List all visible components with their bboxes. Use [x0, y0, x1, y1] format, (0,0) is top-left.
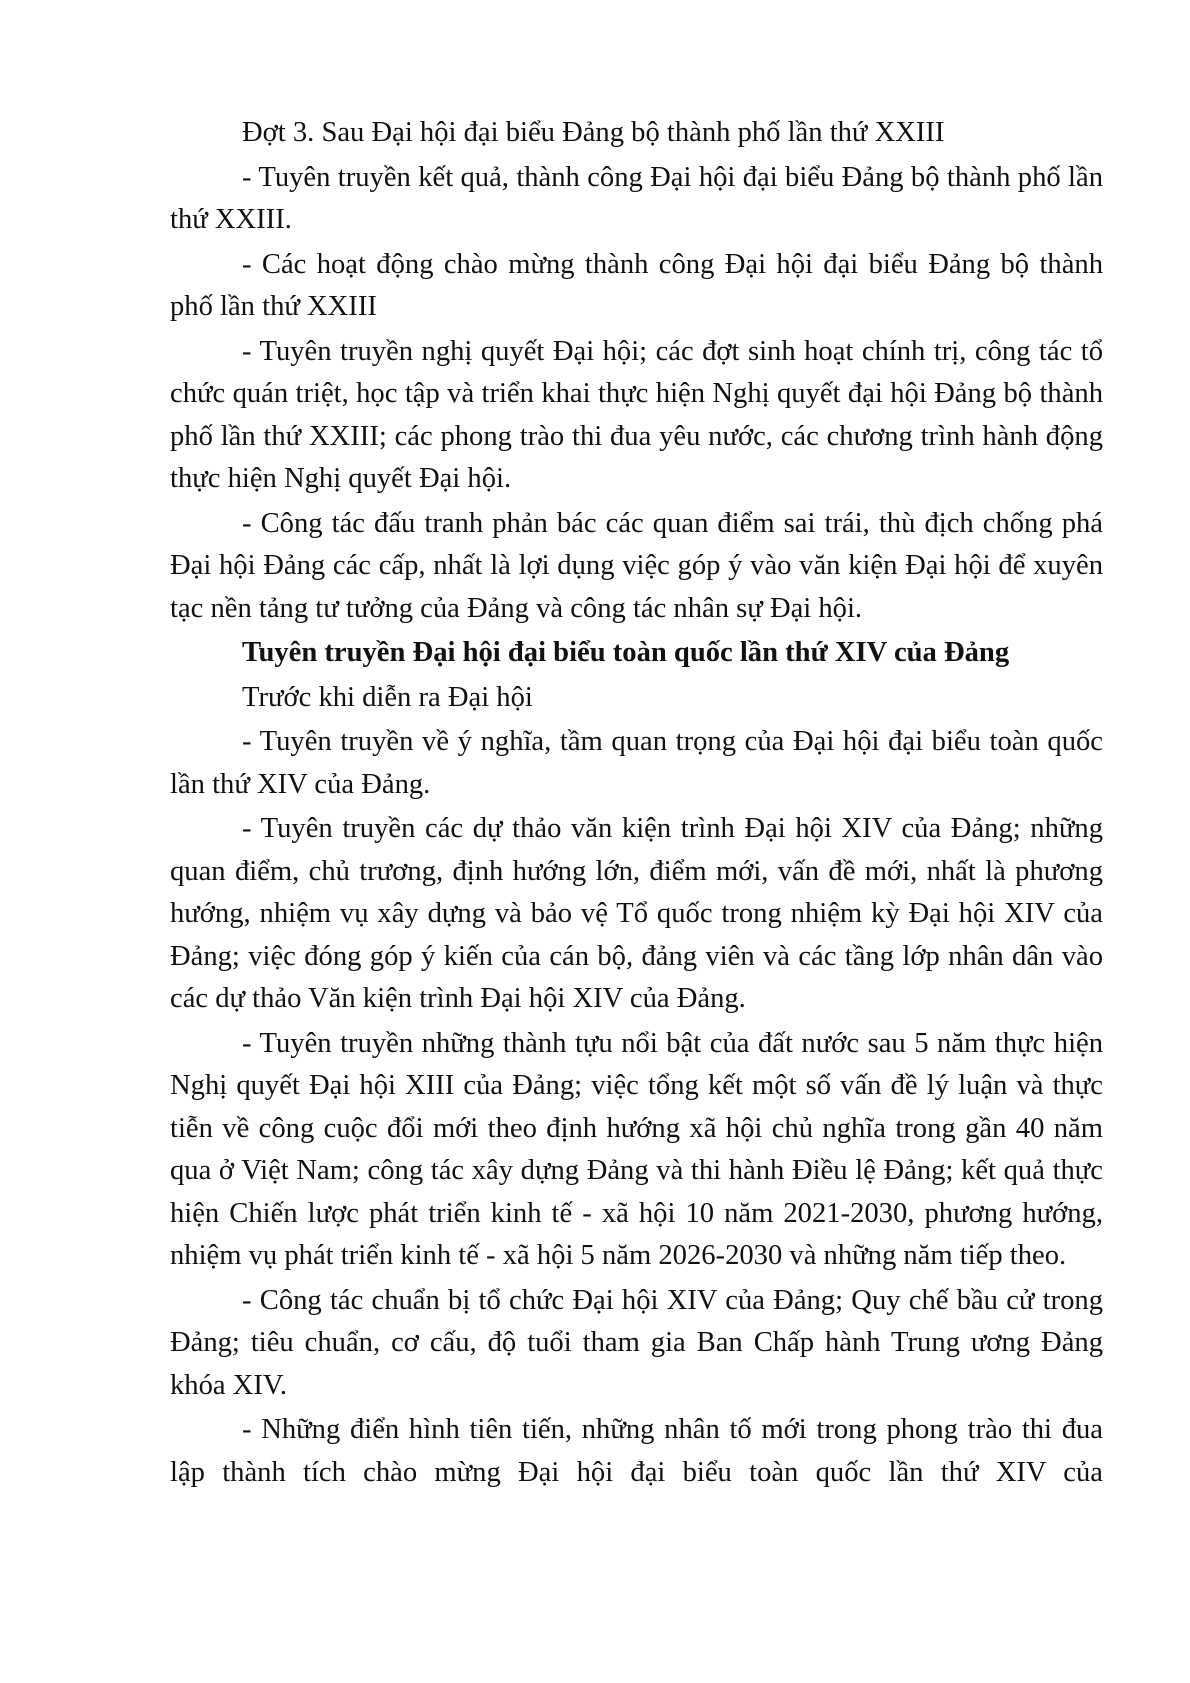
paragraph-phase3-item-countering: - Công tác đấu tranh phản bác các quan điểm sai trái, thù địch chống phá Đại hội Đảng các cấp, nhất là lợi dụng việc góp ý vào văn kiện Đại hội để xuyên tạc nền tảng tư tưởng của Đảng và công tác nhân sự Đại hội. — [170, 507, 1103, 624]
paragraph-item-achievements: - Tuyên truyền những thành tựu nổi bật của đất nước sau 5 năm thực hiện Nghị quyết Đại hội XIII của Đảng; việc tổng kết một số vấn đề lý luận và thực tiễn về công cuộc đổi mới theo định hướng xã hội chủ nghĩa trong gần 40 năm qua ở Việt Nam; công tác xây dựng Đảng và thi hành Điều lệ Đảng; kết quả thực hiện Chiến lược phát triển kinh tế - xã hội 10 năm 2021-2030, phương hướng, nhiệm vụ phát triển kinh tế - xã hội 5 năm 2026-2030 và những năm tiếp theo. — [170, 1027, 1103, 1271]
paragraph-item-draft-documents: - Tuyên truyền các dự thảo văn kiện trình Đại hội XIV của Đảng; những quan điểm, chủ trương, định hướng lớn, điểm mới, vấn đề mới, nhất là phương hướng, nhiệm vụ xây dựng và bảo vệ Tổ quốc trong nhiệm kỳ Đại hội XIV của Đảng; việc đóng góp ý kiến của cán bộ, đảng viên và các tầng lớp nhân dân vào các dự thảo Văn kiện trình Đại hội XIV của Đảng. — [170, 813, 1103, 1014]
subheading-before-congress: Trước khi diễn ra Đại hội — [242, 681, 533, 713]
document-body — [170, 112, 1103, 1496]
paragraph-phase3-item-results: - Tuyên truyền kết quả, thành công Đại hội đại biểu Đảng bộ thành phố lần thứ XXIII. — [170, 161, 1103, 235]
paragraph-item-preparation: - Công tác chuẩn bị tổ chức Đại hội XIV của Đảng; Quy chế bầu cử trong Đảng; tiêu chuẩn, cơ cấu, độ tuổi tham gia Ban Chấp hành Trung ương Đảng khóa XIV. — [170, 1284, 1103, 1401]
paragraph-phase3-item-celebrations: - Các hoạt động chào mừng thành công Đại hội đại biểu Đảng bộ thành phố lần thứ XXIII — [170, 248, 1103, 322]
paragraph-phase3-item-resolution: - Tuyên truyền nghị quyết Đại hội; các đợt sinh hoạt chính trị, công tác tổ chức quán triệt, học tập và triển khai thực hiện Nghị quyết đại hội Đảng bộ thành phố lần thứ XXIII; các phong trào thi đua yêu nước, các chương trình hành động thực hiện Nghị quyết Đại hội. — [170, 335, 1103, 494]
section-heading-national-congress: Tuyên truyền Đại hội đại biểu toàn quốc lần thứ XIV của Đảng — [242, 637, 1010, 668]
paragraph-phase3-title: Đợt 3. Sau Đại hội đại biểu Đảng bộ thành phố lần thứ XXIII — [242, 117, 945, 148]
paragraph-item-significance: - Tuyên truyền về ý nghĩa, tầm quan trọng của Đại hội đại biểu toàn quốc lần thứ XIV của Đảng. — [170, 726, 1103, 800]
paragraph-item-exemplary-models: - Những điển hình tiên tiến, những nhân tố mới trong phong trào thi đua lập thành tích chào mừng Đại hội đại biểu toàn quốc lần thứ XIV của — [170, 1414, 1103, 1488]
